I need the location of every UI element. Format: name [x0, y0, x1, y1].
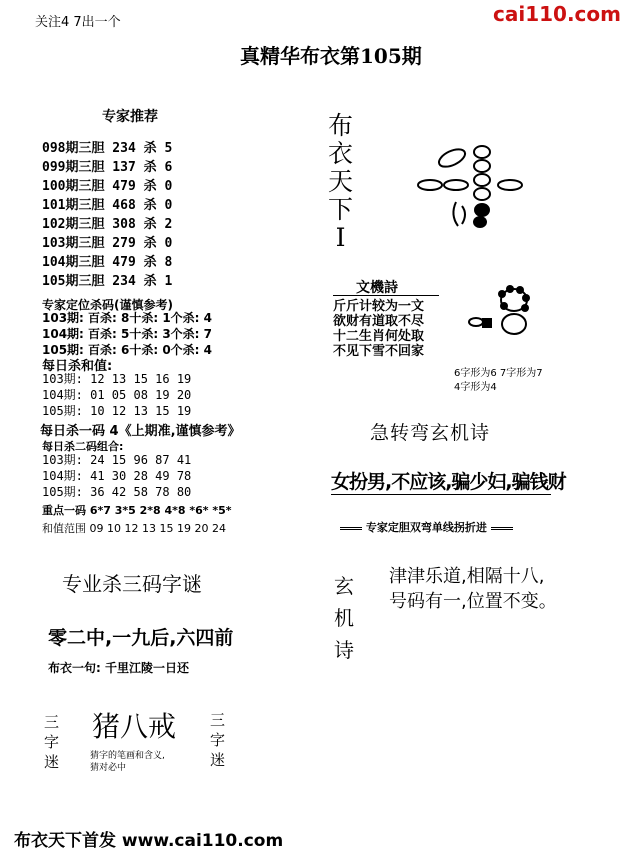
vertical-char: 字: [44, 733, 60, 751]
banner-rule-right: [491, 527, 513, 530]
expert-row: 098期三胆 234 杀 5: [42, 141, 173, 156]
three-char-left: [44, 712, 59, 772]
sum-list: [42, 371, 191, 419]
buyi-vertical: [328, 112, 353, 252]
expert-row: 103期三胆 279 杀 0: [42, 236, 173, 251]
daily-two-heading: 每日杀二码组合:: [42, 440, 124, 453]
sum-row: 104期: 01 05 08 19 20: [42, 388, 192, 402]
expert-row: 105期三胆 234 杀 1: [42, 274, 173, 289]
sum-range-line: 和值范围 09 10 12 13 15 19 20 24: [42, 522, 226, 535]
banner-rule-left: [340, 527, 362, 530]
sum-heading: 每日杀和值:: [42, 359, 113, 374]
bead-figure: [410, 140, 530, 240]
three-char-right: [210, 710, 225, 770]
vertical-char: 字: [210, 731, 226, 749]
poem-line: 十二生肖何处取: [333, 329, 425, 344]
xuanji-vertical: [334, 570, 354, 666]
position-heading: 专家定位杀码(谨慎参考): [42, 298, 173, 312]
shape-caption-1: 6字形为6 7字形为7: [454, 368, 543, 379]
vertical-char: 衣: [328, 139, 354, 168]
zhubajie-note: [90, 750, 168, 774]
urgent-turn-title: 急转弯玄机诗: [370, 422, 491, 444]
riddle-text: 零二中,一九后,六四前: [48, 627, 234, 649]
daily-two-row: 105期: 36 42 58 78 80: [42, 485, 192, 499]
vertical-char: I: [335, 223, 346, 252]
expert-row: 100期三胆 479 杀 0: [42, 179, 173, 194]
disguise-underline: [331, 494, 551, 495]
daily-two-row: 104期: 41 30 28 49 78: [42, 469, 192, 483]
vertical-char: 迷: [210, 751, 226, 769]
position-list: [42, 310, 212, 358]
daily-one-code: 每日杀一码 4《上期准,谨慎参考》: [40, 424, 241, 439]
xuanji-line: 津津乐道,相隔十八,: [389, 566, 545, 587]
site-logo[interactable]: cai110.com: [493, 2, 621, 26]
position-row: 105期: 百杀: 6十杀: 0个杀: 4: [42, 343, 213, 357]
poem-line: 斤斤计较为一文: [333, 299, 425, 314]
page-title: 真精华布衣第105期: [240, 44, 422, 68]
poem-title: 文機詩: [356, 280, 398, 296]
expert-heading: 专家推荐: [102, 109, 158, 125]
poem-line: 不见下雪不回家: [333, 344, 425, 359]
vertical-char: 诗: [334, 638, 354, 662]
expert-banner-text: 专家定胆双弯单线拐折进: [365, 521, 487, 534]
expert-row: 104期三胆 479 杀 8: [42, 255, 173, 270]
daily-two-list: [42, 452, 191, 500]
disguise-line: 女扮男,不应该,骗少妇,骗钱财: [331, 471, 566, 493]
position-row: 103期: 百杀: 8十杀: 1个杀: 4: [42, 311, 213, 325]
poem-box: [333, 299, 424, 359]
expert-banner: [340, 519, 513, 535]
expert-row: 102期三胆 308 杀 2: [42, 217, 173, 232]
poem-line: 欲财有道取不尽: [333, 314, 425, 329]
shape-caption-2: 4字形为4: [454, 382, 497, 393]
vertical-char: 下: [328, 195, 354, 224]
vertical-char: 机: [334, 606, 354, 630]
vertical-char: 玄: [334, 574, 354, 598]
vertical-char: 三: [210, 711, 226, 729]
beads-ring-figure: [462, 282, 542, 352]
xuanji-poem: [389, 564, 557, 614]
expert-list: [42, 139, 172, 291]
key-point-line: 重点一码 6*7 3*5 2*8 4*8 *6* *5*: [42, 504, 232, 517]
sum-row: 105期: 10 12 13 15 19: [42, 404, 192, 418]
zhubajie-text: 猪八戒: [92, 710, 177, 743]
footer-text[interactable]: 布衣天下首发 www.cai110.com: [14, 831, 284, 851]
daily-two-row: 103期: 24 15 96 87 41: [42, 453, 192, 467]
buyi-sentence: 布衣一句: 千里江陵一日还: [48, 661, 189, 675]
position-row: 104期: 百杀: 5十杀: 3个杀: 7: [42, 327, 213, 341]
vertical-char: 迷: [44, 753, 60, 771]
expert-row: 101期三胆 468 杀 0: [42, 198, 173, 213]
follow-text: 关注4 7出一个: [35, 15, 121, 30]
expert-row: 099期三胆 137 杀 6: [42, 160, 173, 175]
vertical-char: 三: [44, 713, 60, 731]
sum-row: 103期: 12 13 15 16 19: [42, 372, 192, 386]
poem-title-rule: [333, 295, 439, 296]
zhubajie-note-text: 猜字的笔画和含义,猜对必中: [90, 751, 165, 773]
vertical-char: 布: [328, 111, 354, 140]
kill-three-title: 专业杀三码字谜: [62, 572, 202, 596]
vertical-char: 天: [328, 167, 354, 196]
xuanji-line: 号码有一,位置不变。: [389, 591, 557, 612]
